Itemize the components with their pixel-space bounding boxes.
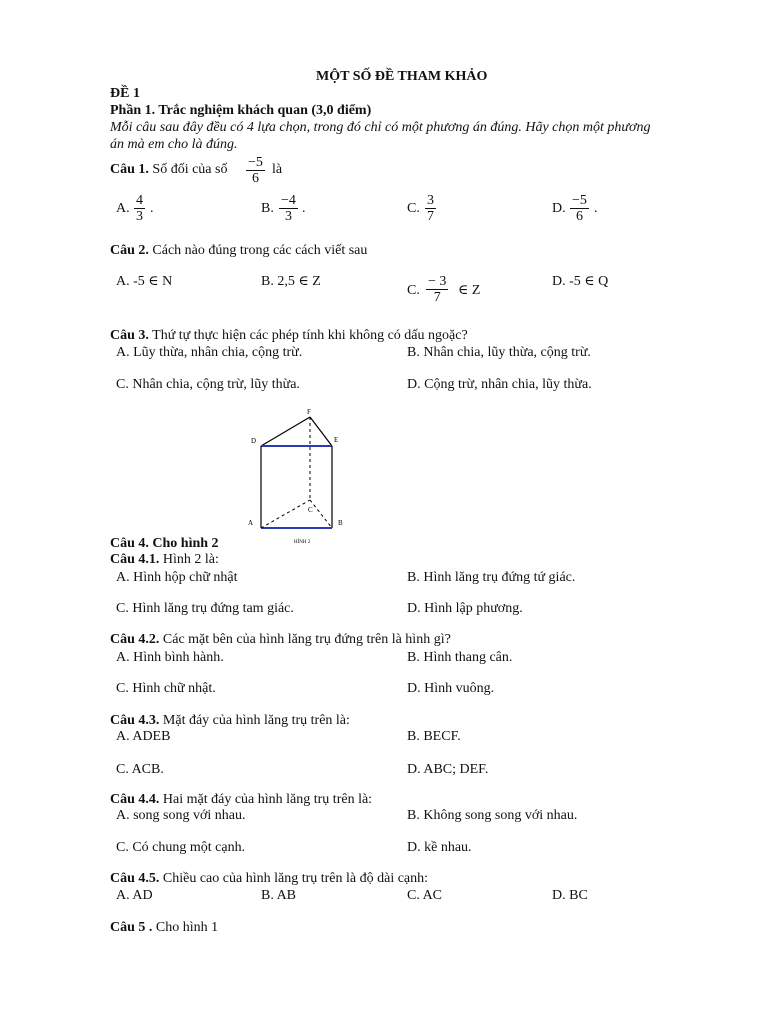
- option-c-letter: C.: [407, 201, 420, 216]
- option-b: B. AB: [261, 888, 297, 903]
- prism-figure: [240, 404, 360, 550]
- option-d: D. BC: [552, 888, 588, 903]
- option-b-fraction: $\frac{-4}{3}$: [281, 193, 296, 224]
- option-d-letter: D.: [552, 201, 566, 216]
- question-text: Hình 2 là:: [162, 552, 219, 567]
- option-b: B. BECF.: [407, 729, 461, 744]
- question-text: Hai mặt đáy của hình lăng trụ trên là:: [162, 792, 373, 807]
- edge-cb-hidden: [310, 500, 332, 528]
- option-d-fraction: $\frac{-5}{6}$: [572, 193, 587, 224]
- question-3: [110, 328, 468, 344]
- question-4: [110, 536, 219, 552]
- option-a: A. AD: [116, 888, 153, 903]
- question-2: [110, 243, 367, 259]
- part1-instructions-line2: án mà em cho là đúng.: [110, 137, 238, 152]
- question-label: Câu 4.1.: [110, 552, 160, 567]
- question-text: Cách nào đúng trong các cách viết sau: [152, 243, 368, 258]
- option-a: A. song song với nhau.: [116, 808, 246, 823]
- vertex-label-b: B: [338, 519, 343, 527]
- question-4-5: [110, 871, 428, 887]
- option-a-letter: A.: [116, 201, 130, 216]
- option-d: D. kề nhau.: [407, 840, 472, 855]
- option-b: B. Không song song với nhau.: [407, 808, 578, 823]
- edge-ac-hidden: [261, 500, 310, 528]
- edge-fe: [310, 417, 332, 446]
- question-label: Câu 4.4.: [110, 792, 160, 807]
- option-b: B. Hình thang cân.: [407, 650, 513, 665]
- option-a-fraction: $\frac{4}{3}$: [136, 193, 143, 224]
- question-text: Chiều cao của hình lăng trụ trên là độ dài cạnh:: [162, 871, 429, 886]
- option-c-fraction: $\frac{- 3}{7}$: [428, 274, 447, 305]
- option-b-tail: .: [302, 201, 306, 216]
- option-a: A. Hình bình hành.: [116, 650, 224, 665]
- question-4-3: [110, 713, 350, 729]
- question-text: Cho hình 2: [152, 536, 219, 551]
- vertex-label-d: D: [251, 437, 257, 445]
- edge-df: [261, 417, 310, 446]
- question-label: Câu 4.: [110, 536, 149, 551]
- option-c-tail: ∈ Z: [458, 283, 481, 298]
- question-5: [110, 920, 218, 936]
- option-c: C. AC: [407, 888, 443, 903]
- question-label: Câu 4.5.: [110, 871, 160, 886]
- vertex-label-f: F: [307, 408, 311, 416]
- question-label: Câu 2.: [110, 243, 149, 258]
- question-label: Câu 1.: [110, 162, 149, 177]
- option-d-tail: .: [594, 201, 598, 216]
- option-b-letter: B.: [261, 201, 274, 216]
- question-4-1: [110, 552, 219, 568]
- option-b: B. 2,5 ∈ Z: [261, 274, 321, 289]
- option-b: B. Nhân chia, lũy thừa, cộng trừ.: [407, 345, 591, 360]
- part1-instructions-line1: Mỗi câu sau đây đều có 4 lựa chọn, trong đó chỉ có một phương án đúng. Hãy chọn một phương: [110, 120, 651, 135]
- option-a: A. -5 ∈ N: [116, 274, 173, 289]
- option-c-letter: C.: [407, 283, 420, 298]
- option-d: D. Hình vuông.: [407, 681, 495, 696]
- question-text: Cho hình 1: [155, 920, 219, 935]
- fraction: $\frac{-5}{6}$: [248, 155, 263, 186]
- question-4-4: [110, 792, 372, 808]
- part1-heading: Phần 1. Trắc nghiệm khách quan (3,0 điểm): [110, 103, 372, 118]
- question-text: Số đối của số: [152, 162, 228, 177]
- vertex-label-a: A: [248, 519, 254, 527]
- option-d: D. -5 ∈ Q: [552, 274, 609, 289]
- option-a: A. Hình hộp chữ nhật: [116, 570, 238, 585]
- question-text: Mặt đáy của hình lăng trụ trên là:: [162, 713, 350, 728]
- question-text: Các mặt bên của hình lăng trụ đứng trên là hình gì?: [162, 632, 451, 647]
- option-c: C. Hình lăng trụ đứng tam giác.: [116, 601, 294, 616]
- vertex-label-c: C: [308, 506, 313, 514]
- option-d: D. ABC; DEF.: [407, 762, 489, 777]
- figure-caption: HÌNH 2: [294, 540, 311, 545]
- option-a-tail: .: [150, 201, 154, 216]
- option-d: D. Hình lập phương.: [407, 601, 523, 616]
- vertex-label-e: E: [334, 436, 339, 444]
- option-c-fraction: $\frac{3}{7}$: [427, 193, 434, 224]
- option-a: A. ADEB: [116, 729, 171, 744]
- document-title: MỘT SỐ ĐỀ THAM KHẢO: [316, 69, 488, 84]
- option-b: B. Hình lăng trụ đứng tứ giác.: [407, 570, 576, 585]
- option-c: C. Nhân chia, cộng trừ, lũy thừa.: [116, 377, 300, 392]
- question-text: Thứ tự thực hiện các phép tính khi không có dấu ngoặc?: [152, 328, 468, 343]
- option-c: C. Hình chữ nhật.: [116, 681, 216, 696]
- question-label: Câu 4.3.: [110, 713, 160, 728]
- option-c: C. ACB.: [116, 762, 164, 777]
- exam-number: ĐỀ 1: [110, 86, 140, 101]
- question-label: Câu 5 .: [110, 920, 153, 935]
- question-4-2: [110, 632, 451, 648]
- option-c: C. Có chung một cạnh.: [116, 840, 246, 855]
- option-d: D. Cộng trừ, nhân chia, lũy thừa.: [407, 377, 592, 392]
- option-a: A. Lũy thừa, nhân chia, cộng trừ.: [116, 345, 303, 360]
- question-1: [110, 162, 227, 178]
- question-label: Câu 4.2.: [110, 632, 160, 647]
- question-label: Câu 3.: [110, 328, 149, 343]
- question-text-suffix: là: [272, 162, 283, 177]
